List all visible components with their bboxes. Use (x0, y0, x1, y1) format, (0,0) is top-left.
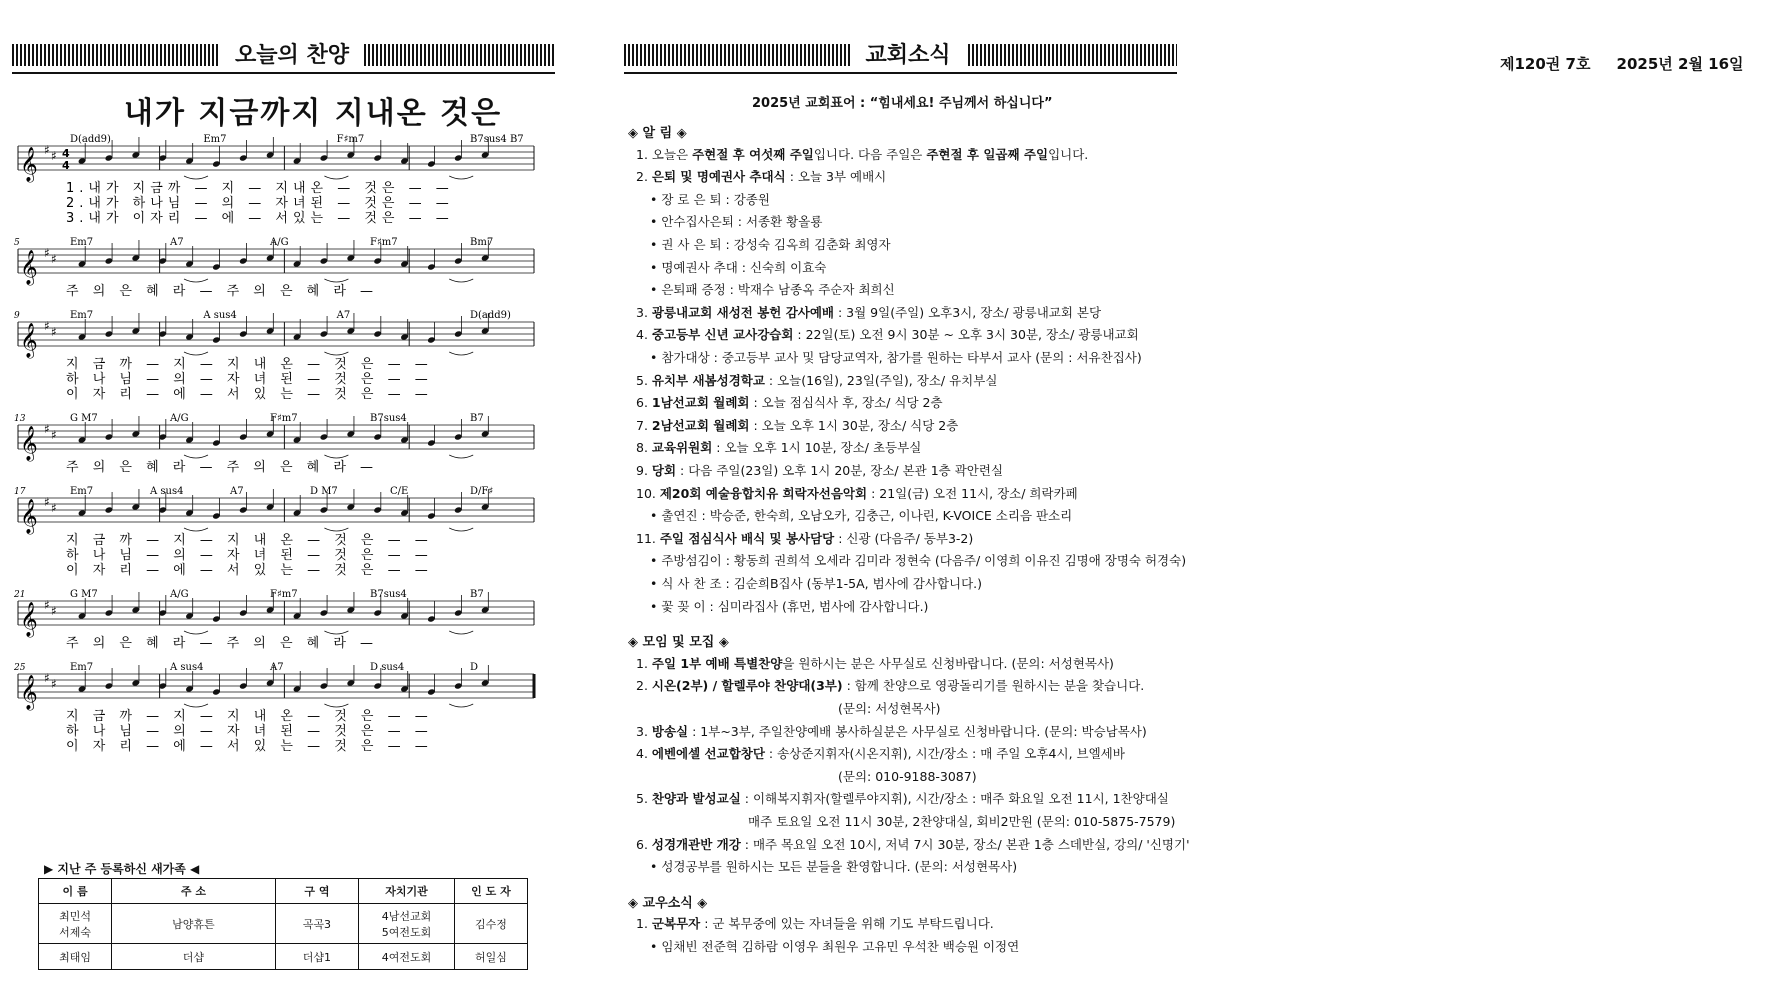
item-text: 1. (636, 655, 652, 671)
tie-arc (324, 279, 348, 282)
item-highlight: 성경개관반 개강 (651, 836, 741, 852)
list-item (650, 348, 1142, 366)
tie-arc (324, 455, 348, 458)
item-text: : 오늘 3부 예배시 (785, 169, 887, 185)
table-row (39, 944, 528, 970)
item-text: 5. (636, 791, 652, 807)
treble-clef-icon: 𝄞 (20, 675, 38, 710)
table-row (39, 904, 528, 944)
item-highlight: 제20회 예술융합치유 희락자선음악회 (659, 485, 868, 501)
chord-label: B7 (470, 589, 484, 600)
registration-heading: ▶ 지난 주 등록하신 새가족 ◀ (44, 862, 200, 876)
item-text: 10. (636, 485, 660, 501)
list-item (636, 529, 973, 547)
tie-arc (449, 631, 473, 634)
sheet-music (14, 130, 554, 820)
item-text: : 이해복지휘자(할렐루야지휘), 시간/장소 : 매주 화요일 오전 11시, 1찬양대실 (740, 791, 1169, 807)
item-highlight: 1남선교회 월례회 (651, 395, 750, 411)
list-item (838, 767, 977, 785)
list-item (650, 597, 928, 615)
key-sharp-icon: ♯ (51, 677, 57, 691)
chord-label: A7 (336, 310, 351, 321)
item-text: • 꽃 꽂 이 : (650, 598, 718, 614)
key-sharp-icon: ♯ (44, 143, 50, 157)
chord-label: Em7 (70, 310, 94, 321)
item-text: 박승준, 한숙희, 오남오카, 김충근, 이나린, K-VOICE 소리음 판소리 (709, 508, 1073, 524)
chord-label: A/G (170, 589, 189, 600)
cell-address: 남양휴튼 (112, 904, 276, 944)
lyric-line: 지 금 까 — 지 — 지 내 온 — 것 은 — — (66, 533, 433, 548)
list-item (650, 937, 1019, 955)
meetings-heading: ◈ 모임 및 모집 ◈ (628, 635, 729, 651)
chord-label: B7sus4 B7 (470, 134, 524, 145)
chord-label: Em7 (203, 134, 227, 145)
item-text: 2. (636, 678, 652, 694)
lyric-line: 2.내가 하나님 — 의 — 자녀된 — 것은 — — (66, 196, 454, 211)
list-item (636, 393, 943, 411)
cell-district: 더샵1 (275, 944, 358, 970)
treble-clef-icon: 𝄞 (20, 499, 38, 534)
item-text: : 신광 (다음주/ 동부3-2) (834, 530, 974, 546)
list-item (636, 325, 1139, 343)
item-text: • 참가대상 : (650, 350, 722, 365)
tie-arc (184, 455, 208, 458)
item-text: (문의: 010-9188-3087) (838, 768, 977, 784)
alumni-heading: ◈ 교우소식 ◈ (628, 895, 708, 911)
item-text: 을 원하시는 분은 사무실로 신청바랍니다. (문의: 서성현목사) (782, 655, 1114, 671)
key-sharp-icon: ♯ (51, 325, 57, 339)
cell-district: 곡곡3 (275, 904, 358, 944)
item-highlight: 2남선교회 월례회 (651, 417, 750, 433)
list-item (650, 190, 770, 208)
item-highlight: 중고등부 신년 교사강습회 (651, 327, 794, 343)
item-text: 신숙희 이효숙 (749, 259, 827, 275)
list-item (636, 676, 1144, 694)
item-text: 임채빈 전준혁 김하람 이영우 최원우 고유민 우석찬 백승원 이정연 (661, 939, 1020, 954)
chord-label: A sus4 (150, 486, 184, 497)
item-text: 3. (636, 304, 652, 320)
chord-label: B7sus4 (370, 413, 407, 424)
item-highlight: 에벤에셀 선교합창단 (651, 746, 765, 762)
lyric-line: 1.내가 지금까 — 지 — 지내온 — 것은 — — (66, 181, 454, 196)
list-item (650, 506, 1072, 524)
item-text: 황동희 권희석 오세라 김미라 정현숙 (다음주/ 이영희 이유진 김명애 장명숙 허경숙) (733, 553, 1187, 569)
item-text: • 식 사 찬 조 : (650, 576, 734, 591)
lyric-line: 하 나 님 — 의 — 자 녀 된 — 것 은 — — (66, 372, 433, 387)
item-text: 강종원 (733, 191, 770, 207)
tie-arc (449, 352, 473, 355)
song-section-title: 오늘의 찬양 (220, 42, 364, 70)
item-highlight: 교육위원회 (651, 440, 713, 456)
measure-number: 5 (14, 238, 20, 248)
item-text: • (650, 939, 662, 954)
item-highlight: 방송실 (651, 723, 689, 739)
chord-label: B7 (470, 413, 484, 424)
tie-arc (449, 455, 473, 458)
list-item (636, 654, 1114, 672)
table-header-row (39, 879, 528, 904)
time-signature: 4 (62, 147, 70, 160)
item-text: • 명예권사 추대 : (650, 259, 750, 275)
tie-arc (184, 631, 208, 634)
key-sharp-icon: ♯ (51, 149, 57, 163)
list-item (636, 371, 997, 389)
key-sharp-icon: ♯ (44, 495, 50, 509)
tie-arc (184, 352, 208, 355)
cell-name: 최태임 (39, 944, 112, 970)
list-item (650, 857, 1017, 875)
registration-table (38, 878, 528, 970)
chord-label: F♯m7 (270, 589, 298, 600)
key-sharp-icon: ♯ (51, 604, 57, 618)
item-text: 박재수 남종옥 주순자 최희신 (737, 282, 895, 298)
tie-arc (184, 279, 208, 282)
chord-label: G M7 (70, 413, 98, 424)
list-item (636, 145, 1088, 163)
lyric-line: 이 자 리 — 에 — 서 있 는 — 것 은 — — (66, 387, 433, 402)
lyric-line: 이 자 리 — 에 — 서 있 는 — 것 은 — — (66, 739, 433, 754)
item-text: • 안수집사은퇴 : (650, 214, 746, 230)
item-text: 4. (636, 327, 652, 343)
measure-number: 25 (14, 663, 26, 673)
item-text: 김순희B집사 (동부1-5A, 범사에 감사합니다.) (733, 576, 983, 591)
tie-arc (324, 528, 348, 531)
item-text: 입니다. (1048, 146, 1089, 162)
item-text: : 매주 목요일 오전 10시, 저녁 7시 30분, 장소/ 본관 1층 스데반실, 강의/ '신명기' (740, 836, 1190, 852)
chord-label: F♯m7 (336, 134, 365, 145)
chord-label: A sus4 (170, 662, 204, 673)
chord-label: A7 (270, 662, 284, 673)
item-text: • 장 로 은 퇴 : (650, 191, 734, 207)
lyric-line: 이 자 리 — 에 — 서 있 는 — 것 은 — — (66, 563, 433, 578)
tie-arc (324, 352, 348, 355)
chord-label: F♯m7 (270, 413, 298, 424)
list-item (636, 744, 1125, 762)
lyric-line: 주 의 은 혜 라 — 주 의 은 혜 라 — (66, 460, 379, 475)
item-text: : 오늘(16일), 23일(주일), 장소/ 유치부실 (764, 372, 998, 388)
list-item (636, 303, 1101, 321)
item-text: 심미라집사 (휴먼, 범사에 감사합니다.) (717, 598, 929, 614)
tie-arc (184, 704, 208, 707)
list-item (838, 699, 940, 717)
item-highlight: 찬양과 발성교실 (651, 791, 741, 807)
item-text: 1. (636, 916, 652, 932)
chord-label: D sus4 (370, 662, 405, 673)
item-text: 6. (636, 836, 652, 852)
col-name: 이 름 (39, 879, 112, 904)
item-text: : 3월 9일(주일) 오후3시, 장소/ 광릉내교회 본당 (834, 304, 1102, 320)
measure-number: 9 (14, 311, 20, 321)
chord-label: D M7 (310, 486, 338, 497)
item-highlight: 주현절 후 여섯째 주일 (692, 146, 814, 162)
item-highlight: 당회 (651, 463, 677, 478)
chord-label: Em7 (70, 486, 94, 497)
news-section-title: 교회소식 (850, 42, 966, 70)
key-sharp-icon: ♯ (44, 422, 50, 436)
item-text: 1. 오늘은 (636, 146, 693, 162)
list-item (636, 438, 921, 456)
item-text: : 21일(금) 오전 11시, 장소/ 희락카페 (867, 485, 1078, 501)
item-text: 강성숙 김옥희 김춘화 최영자 (733, 237, 891, 252)
chord-label: F♯m7 (370, 237, 398, 248)
chord-label: D (470, 662, 479, 673)
cell-address: 더샵 (112, 944, 276, 970)
measure-number: 13 (14, 414, 26, 424)
item-text: 입니다. 다음 주일은 (813, 146, 927, 162)
item-highlight: 은퇴 및 명예권사 추대식 (651, 169, 786, 185)
item-text: 3. (636, 723, 652, 739)
item-text: 5. (636, 372, 652, 388)
key-sharp-icon: ♯ (51, 252, 57, 266)
item-text: : 1부~3부, 주일찬양예배 봉사하실분은 사무실로 신청바랍니다. (문의: 박승남목사) (688, 723, 1147, 739)
list-item (636, 461, 1003, 479)
list-item (636, 167, 886, 185)
tie-arc (324, 704, 348, 707)
list-item (636, 835, 1190, 853)
item-highlight: 주일 1부 예배 특별찬양 (651, 655, 783, 671)
treble-clef-icon: 𝄞 (20, 147, 38, 182)
item-text: : 오늘 오후 1시 30분, 장소/ 식당 2층 (749, 417, 959, 433)
chord-label: G M7 (70, 589, 98, 600)
col-org: 자치기관 (359, 879, 455, 904)
item-text: • 출연진 : (650, 508, 710, 524)
item-text: : 오늘 오후 1시 10분, 장소/ 초등부실 (712, 440, 922, 456)
song-header-bar (12, 42, 555, 74)
lyric-line: 주 의 은 혜 라 — 주 의 은 혜 라 — (66, 284, 379, 299)
list-item (636, 789, 1169, 807)
time-signature: 4 (62, 159, 70, 172)
chord-label: Em7 (70, 662, 94, 673)
cell-name: 최민석 서제숙 (39, 904, 112, 944)
item-text: • (650, 859, 662, 875)
lyric-line: 하 나 님 — 의 — 자 녀 된 — 것 은 — — (66, 548, 433, 563)
item-text: 매주 토요일 오전 11시 30분, 2찬양대실, 회비2만원 (문의: 010-5875-7579) (748, 814, 1176, 829)
item-text: • 은퇴패 증정 : (650, 282, 738, 298)
col-district: 구 역 (275, 879, 358, 904)
treble-clef-icon: 𝄞 (20, 602, 38, 637)
item-highlight: 주현절 후 일곱째 주일 (926, 146, 1049, 162)
tie-arc (324, 176, 348, 179)
list-item (650, 235, 891, 253)
item-text: 중고등부 교사 및 담당교역자, 참가를 원하는 타부서 교사 (문의 : 서유찬집사) (721, 350, 1142, 365)
item-highlight: 주일 점심식사 배식 및 봉사담당 (659, 530, 835, 546)
church-motto: 2025년 교회표어 : “힘내세요! 주님께서 하십니다” (752, 96, 1053, 111)
list-item (650, 551, 1186, 569)
chord-label: A7 (170, 237, 184, 248)
chord-label: A/G (170, 413, 189, 424)
list-item (636, 722, 1147, 740)
item-text: • 권 사 은 퇴 : (650, 237, 734, 252)
song-title: 내가 지금까지 지내온 것은 (124, 96, 503, 131)
item-highlight: 군복무자 (651, 916, 701, 932)
item-text: 11. (636, 530, 660, 546)
item-text: : 함께 찬양으로 영광돌리기를 원하시는 분을 찾습니다. (842, 678, 1145, 694)
key-sharp-icon: ♯ (44, 671, 50, 685)
item-highlight: 광릉내교회 새성전 봉헌 감사예배 (651, 304, 835, 320)
item-text: : 군 복무중에 있는 자녀들을 위해 기도 부탁드립니다. (700, 916, 994, 932)
chord-label: Em7 (70, 237, 94, 248)
tie-arc (324, 631, 348, 634)
chord-label: A/G (270, 237, 289, 248)
lyric-line: 주 의 은 혜 라 — 주 의 은 혜 라 — (66, 636, 379, 651)
chord-label: D(add9) (70, 134, 111, 145)
chord-label: D/F♯ (470, 486, 494, 497)
tie-arc (449, 704, 473, 707)
treble-clef-icon: 𝄞 (20, 323, 38, 358)
list-item (636, 484, 1078, 502)
item-text: 9. (636, 463, 652, 478)
key-sharp-icon: ♯ (44, 319, 50, 333)
item-text: (문의: 서성현목사) (838, 701, 941, 716)
measure-number: 21 (14, 590, 26, 600)
item-text: : 22일(토) 오전 9시 30분 ~ 오후 3시 30분, 장소/ 광릉내교회 (793, 327, 1139, 343)
tie-arc (449, 279, 473, 282)
list-item (650, 280, 895, 298)
cell-guide: 김수정 (454, 904, 527, 944)
lyric-line: 지 금 까 — 지 — 지 내 온 — 것 은 — — (66, 357, 433, 372)
item-text: : 송상준지휘자(시온지휘), 시간/장소 : 매 주일 오후4시, 브엘세바 (764, 746, 1125, 762)
item-text: 8. (636, 440, 652, 456)
list-item (636, 914, 994, 932)
list-item (650, 258, 826, 276)
chord-label: B7sus4 (370, 589, 407, 600)
tie-arc (184, 528, 208, 531)
item-text: 서종환 황올룡 (745, 214, 823, 230)
item-highlight: 시온(2부) / 할렐루야 찬양대(3부) (651, 678, 843, 694)
item-text: 4. (636, 746, 652, 762)
item-text: 7. (636, 417, 652, 433)
cell-guide: 허일심 (454, 944, 527, 970)
lyric-line: 지 금 까 — 지 — 지 내 온 — 것 은 — — (66, 709, 433, 724)
cell-org: 4여전도회 (359, 944, 455, 970)
chord-label: D(add9) (470, 310, 511, 321)
treble-clef-icon: 𝄞 (20, 250, 38, 285)
issue-info: 제120권 7호 2025년 2월 16일 (1500, 55, 1744, 73)
news-header-bar (624, 42, 1177, 74)
chord-label: Bm7 (470, 237, 494, 248)
lyric-line: 하 나 님 — 의 — 자 녀 된 — 것 은 — — (66, 724, 433, 739)
item-text: : 오늘 점심식사 후, 장소/ 식당 2층 (749, 395, 943, 411)
item-highlight: 유치부 새봄성경학교 (651, 372, 765, 388)
item-text: • 주방섬김이 : (650, 553, 734, 569)
list-item (748, 812, 1175, 830)
chord-label: A7 (230, 486, 244, 497)
lyric-line: 3.내가 이자리 — 에 — 서있는 — 것은 — — (66, 211, 454, 226)
tie-arc (449, 176, 473, 179)
list-item (636, 416, 958, 434)
treble-clef-icon: 𝄞 (20, 426, 38, 461)
chord-label: C/E (390, 486, 409, 497)
key-sharp-icon: ♯ (51, 501, 57, 515)
item-text: : 다음 주일(23일) 오후 1시 20분, 장소/ 본관 1층 곽안련실 (676, 463, 1004, 478)
tie-arc (184, 176, 208, 179)
col-guide: 인 도 자 (454, 879, 527, 904)
col-address: 주 소 (112, 879, 276, 904)
list-item (650, 212, 822, 230)
key-sharp-icon: ♯ (44, 598, 50, 612)
cell-org: 4남선교회 5여전도회 (359, 904, 455, 944)
list-item (650, 574, 982, 592)
item-text: 6. (636, 395, 652, 411)
item-text: 성경공부를 원하시는 모든 분들을 환영합니다. (문의: 서성현목사) (661, 859, 1018, 875)
chord-label: A sus4 (203, 310, 237, 321)
key-sharp-icon: ♯ (51, 428, 57, 442)
announcements-heading: ◈ 알 림 ◈ (628, 126, 687, 141)
key-sharp-icon: ♯ (44, 246, 50, 260)
measure-number: 17 (14, 487, 26, 497)
tie-arc (449, 528, 473, 531)
item-text: 2. (636, 169, 652, 185)
